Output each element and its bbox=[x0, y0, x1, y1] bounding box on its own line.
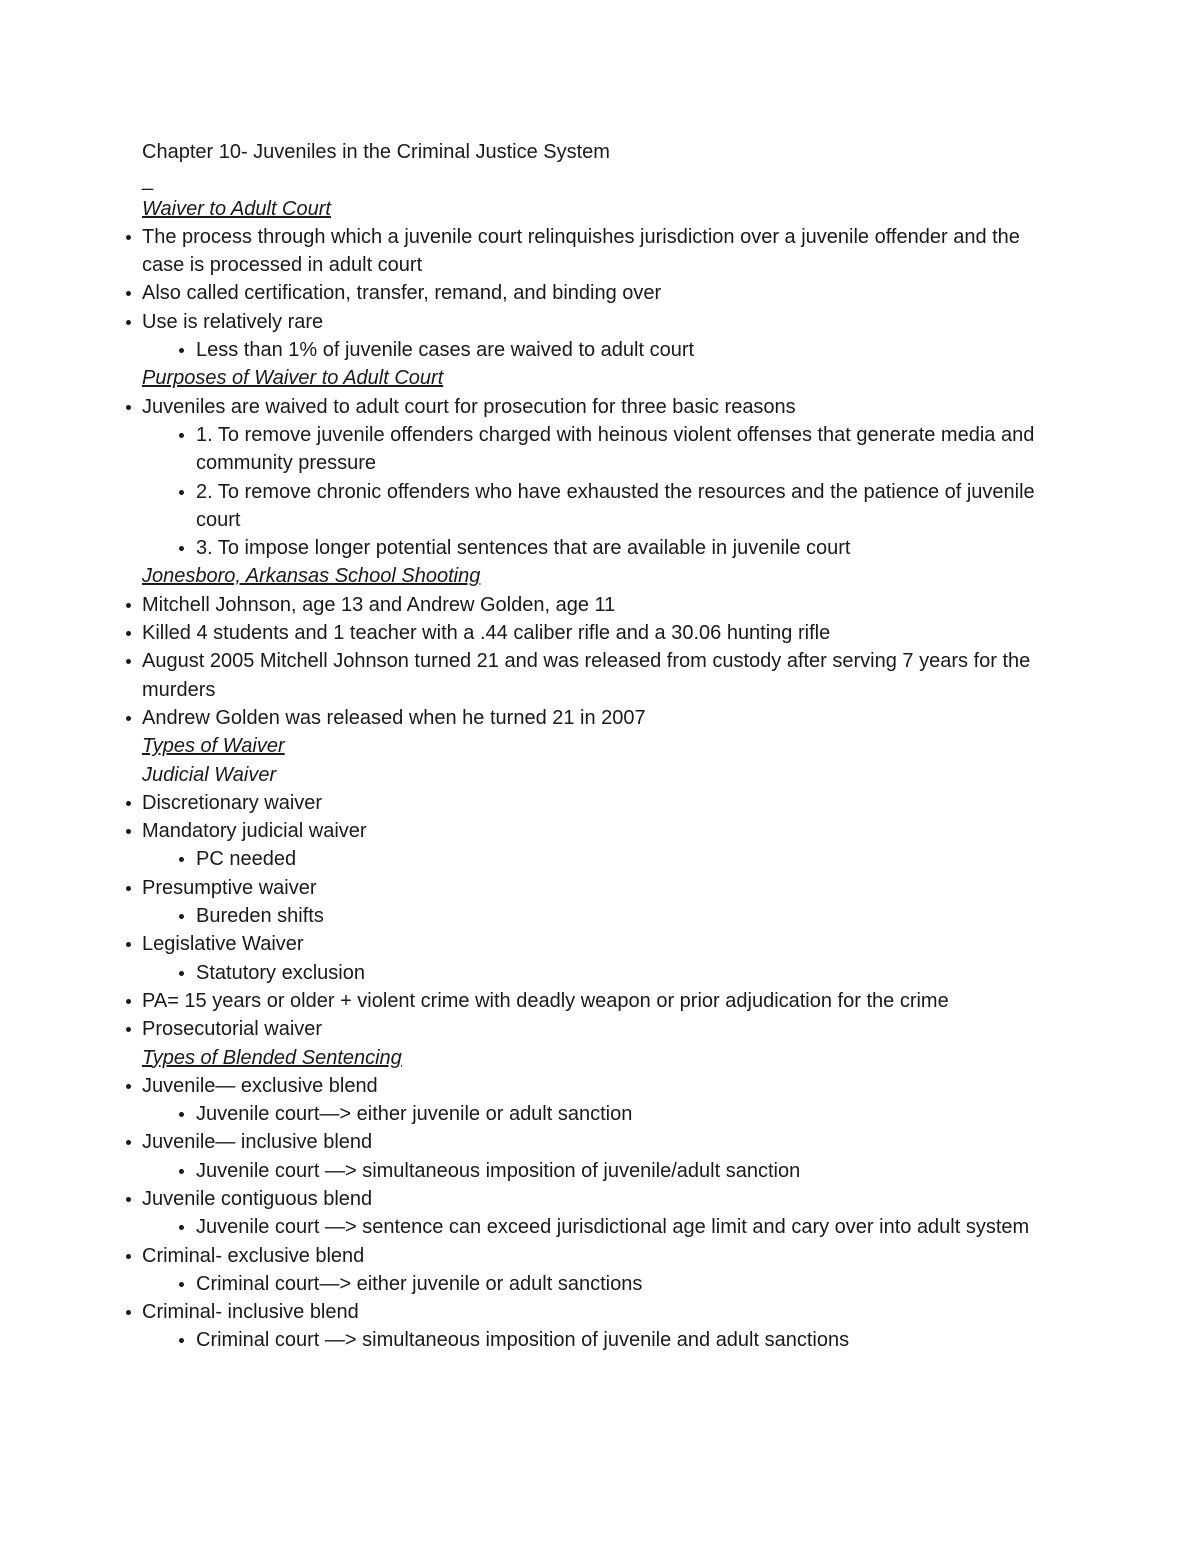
section-heading: Purposes of Waiver to Adult Court bbox=[142, 367, 444, 390]
sub-bullet-item: Criminal court —> simultaneous imposition of juvenile and adult sanctions bbox=[0, 1326, 1200, 1354]
bullet-item: Andrew Golden was released when he turned 21 in 2007 bbox=[0, 704, 1200, 732]
stray-mark: _ bbox=[142, 169, 154, 192]
bullet-item: Legislative Waiver bbox=[0, 930, 1200, 958]
bullet-item: Criminal- exclusive blend bbox=[0, 1242, 1200, 1270]
bullet-item: August 2005 Mitchell Johnson turned 21 and was released from custody after serving 7 years for the murders bbox=[0, 647, 1200, 704]
sub-bullet-item: Juvenile court—> either juvenile or adult sanction bbox=[0, 1100, 1200, 1128]
section-heading: Waiver to Adult Court bbox=[142, 197, 331, 220]
section-heading: Types of Waiver bbox=[142, 735, 285, 758]
sub-bullet-item: 3. To impose longer potential sentences that are available in juvenile court bbox=[0, 534, 1200, 562]
bullet-item: Juveniles are waived to adult court for prosecution for three basic reasons bbox=[0, 393, 1200, 421]
document-title: Chapter 10- Juveniles in the Criminal Justice System bbox=[142, 141, 610, 163]
sub-bullet-item: Criminal court—> either juvenile or adult sanctions bbox=[0, 1270, 1200, 1298]
section-heading: Jonesboro, Arkansas School Shooting bbox=[142, 565, 481, 588]
document-page bbox=[0, 138, 1200, 1355]
bullet-item: Mandatory judicial waiver bbox=[0, 817, 1200, 845]
sub-bullet-item: PC needed bbox=[0, 845, 1200, 873]
sub-bullet-item: Statutory exclusion bbox=[0, 959, 1200, 987]
bullet-item: Discretionary waiver bbox=[0, 789, 1200, 817]
bullet-item: Also called certification, transfer, remand, and binding over bbox=[0, 279, 1200, 307]
bullet-item: Mitchell Johnson, age 13 and Andrew Golden, age 11 bbox=[0, 591, 1200, 619]
sub-bullet-item: Juvenile court —> sentence can exceed jurisdictional age limit and cary over into adult system bbox=[0, 1213, 1200, 1241]
bullet-item: Presumptive waiver bbox=[0, 874, 1200, 902]
bullet-item: Juvenile— inclusive blend bbox=[0, 1128, 1200, 1156]
bullet-item: Juvenile contiguous blend bbox=[0, 1185, 1200, 1213]
sub-bullet-item: Juvenile court —> simultaneous imposition of juvenile/adult sanction bbox=[0, 1157, 1200, 1185]
bullet-item: The process through which a juvenile court relinquishes jurisdiction over a juvenile offender and the case is processed in adult court bbox=[0, 223, 1200, 280]
bullet-item: Use is relatively rare bbox=[0, 308, 1200, 336]
bullet-item: Prosecutorial waiver bbox=[0, 1015, 1200, 1043]
document-body bbox=[0, 195, 1200, 1355]
bullet-item: Criminal- inclusive blend bbox=[0, 1298, 1200, 1326]
bullet-item: PA= 15 years or older + violent crime with deadly weapon or prior adjudication for the crime bbox=[0, 987, 1200, 1015]
section-heading: Types of Blended Sentencing bbox=[142, 1046, 402, 1069]
sub-bullet-item: 2. To remove chronic offenders who have exhausted the resources and the patience of juvenile court bbox=[0, 478, 1200, 535]
sub-bullet-item: 1. To remove juvenile offenders charged with heinous violent offenses that generate media and community pressure bbox=[0, 421, 1200, 478]
bullet-item: Killed 4 students and 1 teacher with a .44 caliber rifle and a 30.06 hunting rifle bbox=[0, 619, 1200, 647]
bullet-item: Juvenile— exclusive blend bbox=[0, 1072, 1200, 1100]
sub-bullet-item: Less than 1% of juvenile cases are waived to adult court bbox=[0, 336, 1200, 364]
section-heading: Judicial Waiver bbox=[142, 763, 277, 786]
sub-bullet-item: Bureden shifts bbox=[0, 902, 1200, 930]
